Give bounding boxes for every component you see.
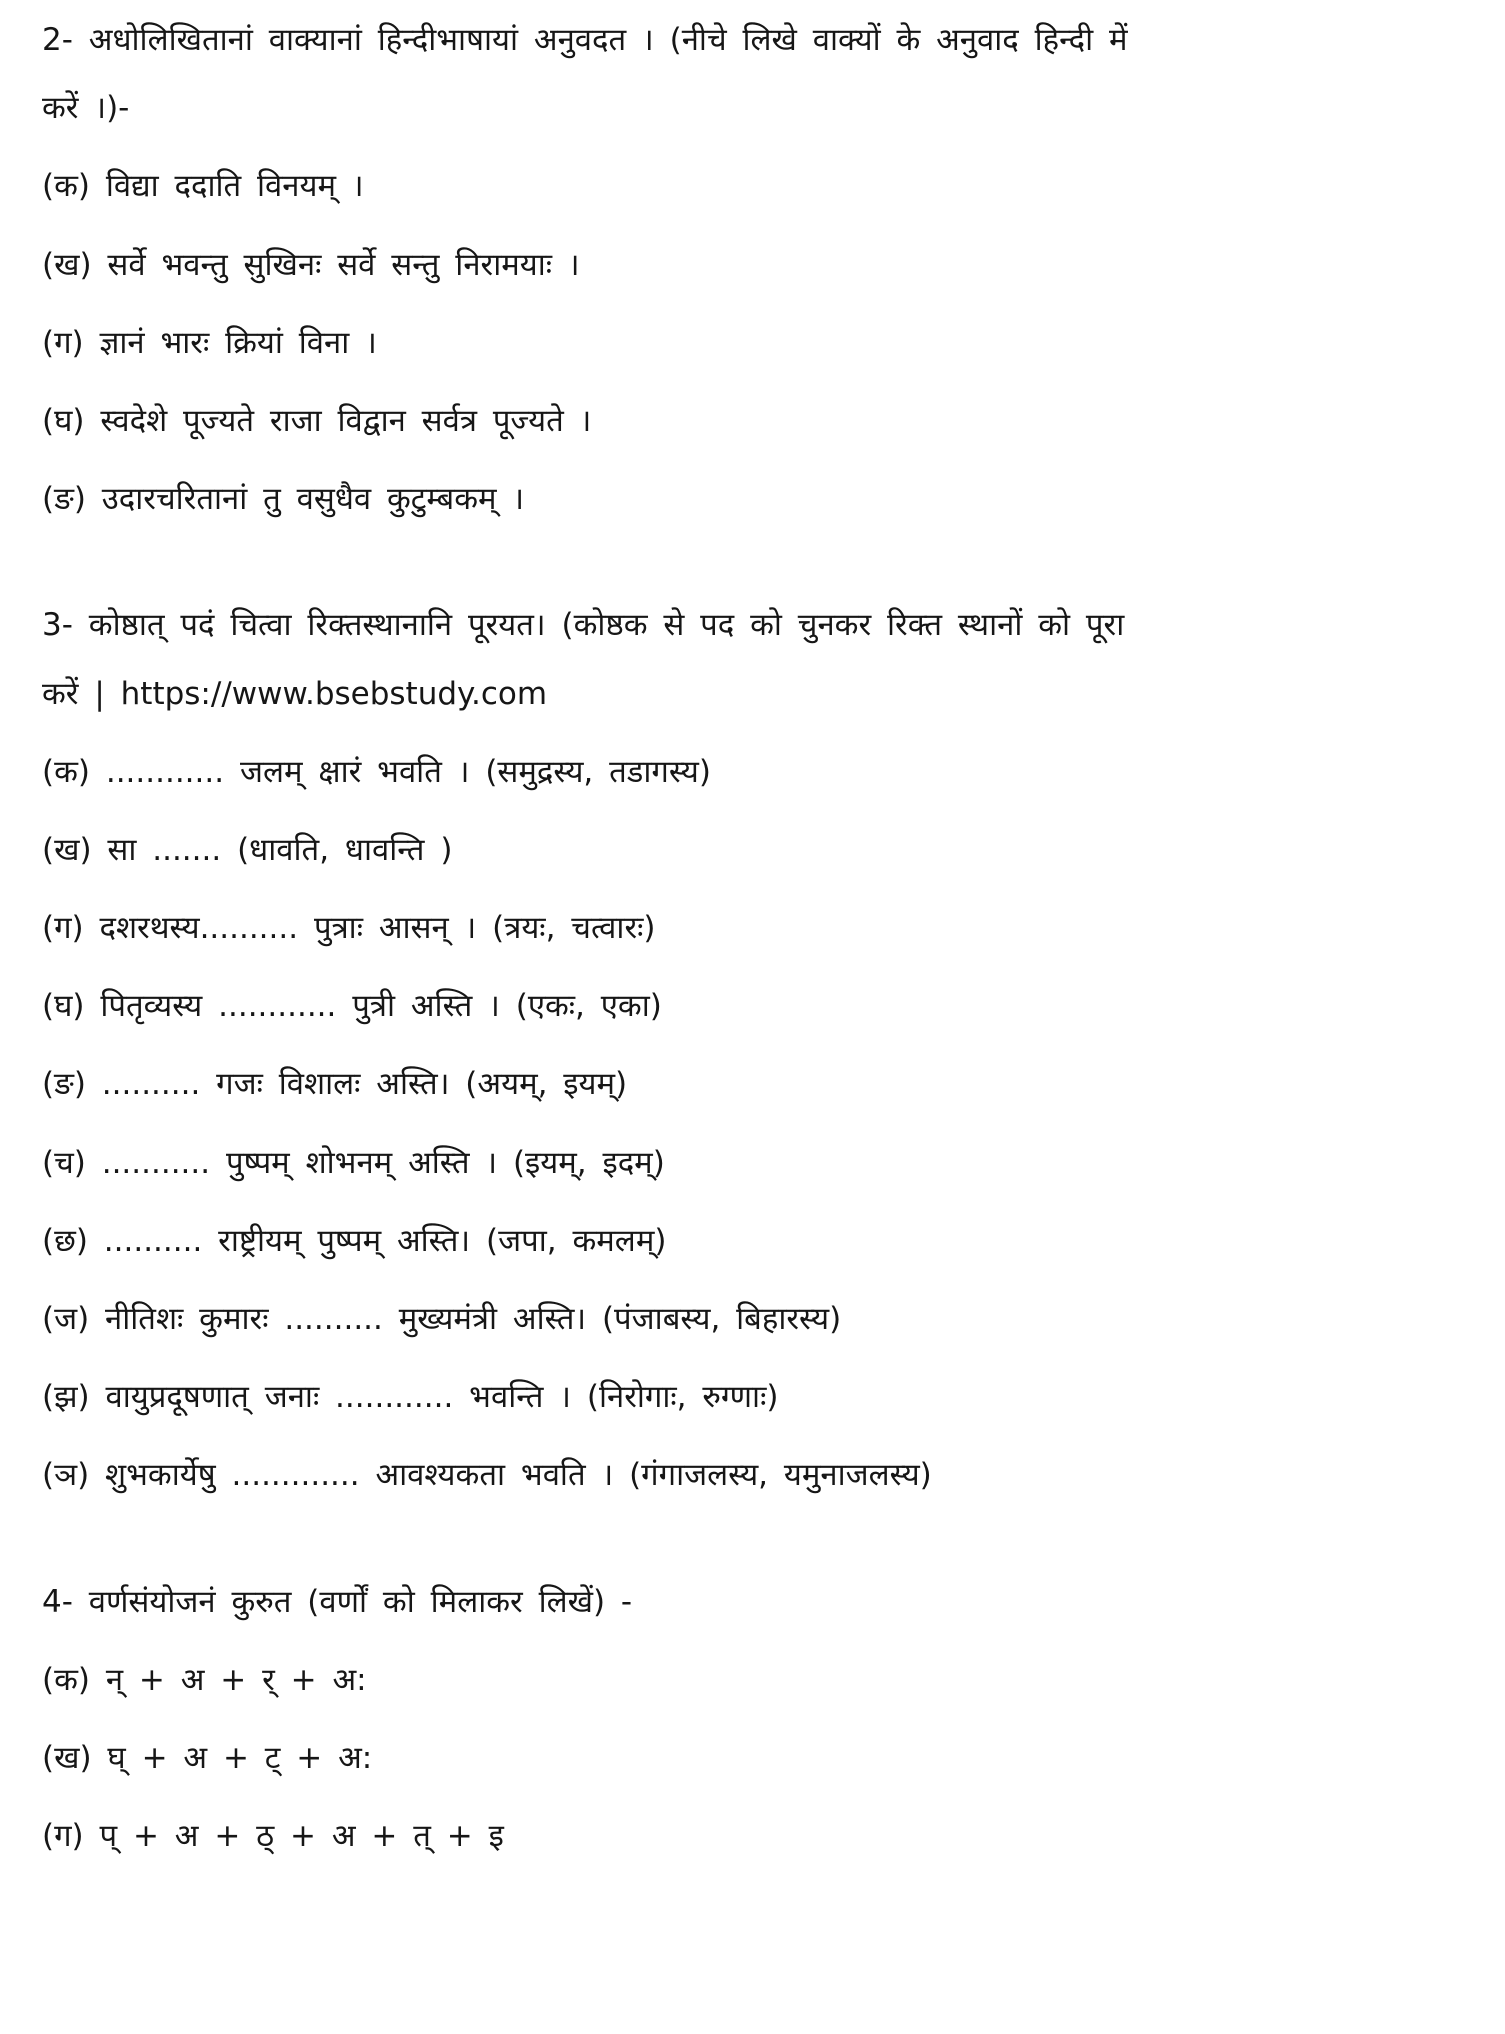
question-3-item-ga: (ग) दशरथस्य.......... पुत्राः आसन् । (त्रयः, चत्वारः) <box>42 910 656 947</box>
question-2-heading: 2- अधोलिखितानां वाक्यानां हिन्दीभाषायां अनुवदत । (नीचे लिखे वाक्यों के अनुवाद हिन्दी में करें ।)- <box>42 22 1128 127</box>
question-3-section <box>42 591 1460 1509</box>
question-2-item-ga: (ग) ज्ञानं भारः क्रियां विना । <box>42 324 377 361</box>
question-2-item-ka: (क) विद्या ददाति विनयम् । <box>42 168 364 205</box>
question-2-item-nga: (ङ) उदारचरितानां तु वसुधैव कुटुम्बकम् । <box>42 481 525 518</box>
question-3-item-jha: (झ) वायुप्रदूषणात् जनाः ............ भवन्ति । (निरोगाः, रुग्णाः) <box>42 1379 779 1416</box>
question-4-item-ka: (क) न् + अ + र् + अ: <box>42 1661 367 1698</box>
question-4-section <box>42 1568 1460 1871</box>
question-4-item-kha: (ख) घ् + अ + ट् + अ: <box>42 1739 373 1776</box>
question-3-item-cha: (च) ........... पुष्पम् शोभनम् अस्ति । (इयम्, इदम्) <box>42 1144 665 1181</box>
question-3-item-gha: (घ) पितृव्यस्य ............ पुत्री अस्ति । (एकः, एका) <box>42 988 662 1025</box>
question-3-item-chha: (छ) .......... राष्ट्रीयम् पुष्पम् अस्ति। (जपा, कमलम्) <box>42 1222 667 1259</box>
question-2-item-gha: (घ) स्वदेशे पूज्यते राजा विद्वान सर्वत्र पूज्यते । <box>42 402 592 439</box>
question-3-heading-text: 3- कोष्ठात् पदं चित्वा रिक्तस्थानानि पूरयत। (कोष्ठक से पद को चुनकर रिक्त स्थानों को पूरा करें | <box>42 607 1125 712</box>
question-3-item-nga: (ङ) .......... गजः विशालः अस्ति। (अयम्, इयम्) <box>42 1066 628 1103</box>
question-4-heading: 4- वर्णसंयोजनं कुरुत (वर्णों को मिलाकर लिखें) - <box>42 1583 633 1620</box>
question-4-item-ga: (ग) प् + अ + ठ् + अ + त् + इ <box>42 1818 504 1855</box>
question-3-item-nya: (ञ) शुभकार्येषु ............. आवश्यकता भवति । (गंगाजलस्य, यमुनाजलस्य) <box>42 1457 932 1494</box>
question-3-item-kha: (ख) सा ....... (धावति, धावन्ति ) <box>42 831 453 868</box>
question-3-item-ka: (क) ............ जलम् क्षारं भवति । (समुद्रस्य, तडागस्य) <box>42 753 712 790</box>
question-3-heading <box>42 591 1172 727</box>
question-2-item-kha: (ख) सर्वे भवन्तु सुखिनः सर्वे सन्तु निरामयाः । <box>42 246 580 283</box>
question-3-item-ja: (ज) नीतिशः कुमारः .......... मुख्यमंत्री अस्ति। (पंजाबस्य, बिहारस्य) <box>42 1301 842 1337</box>
website-url-watermark: https://www.bsebstudy.com <box>120 675 548 712</box>
question-2-section <box>42 6 1460 533</box>
